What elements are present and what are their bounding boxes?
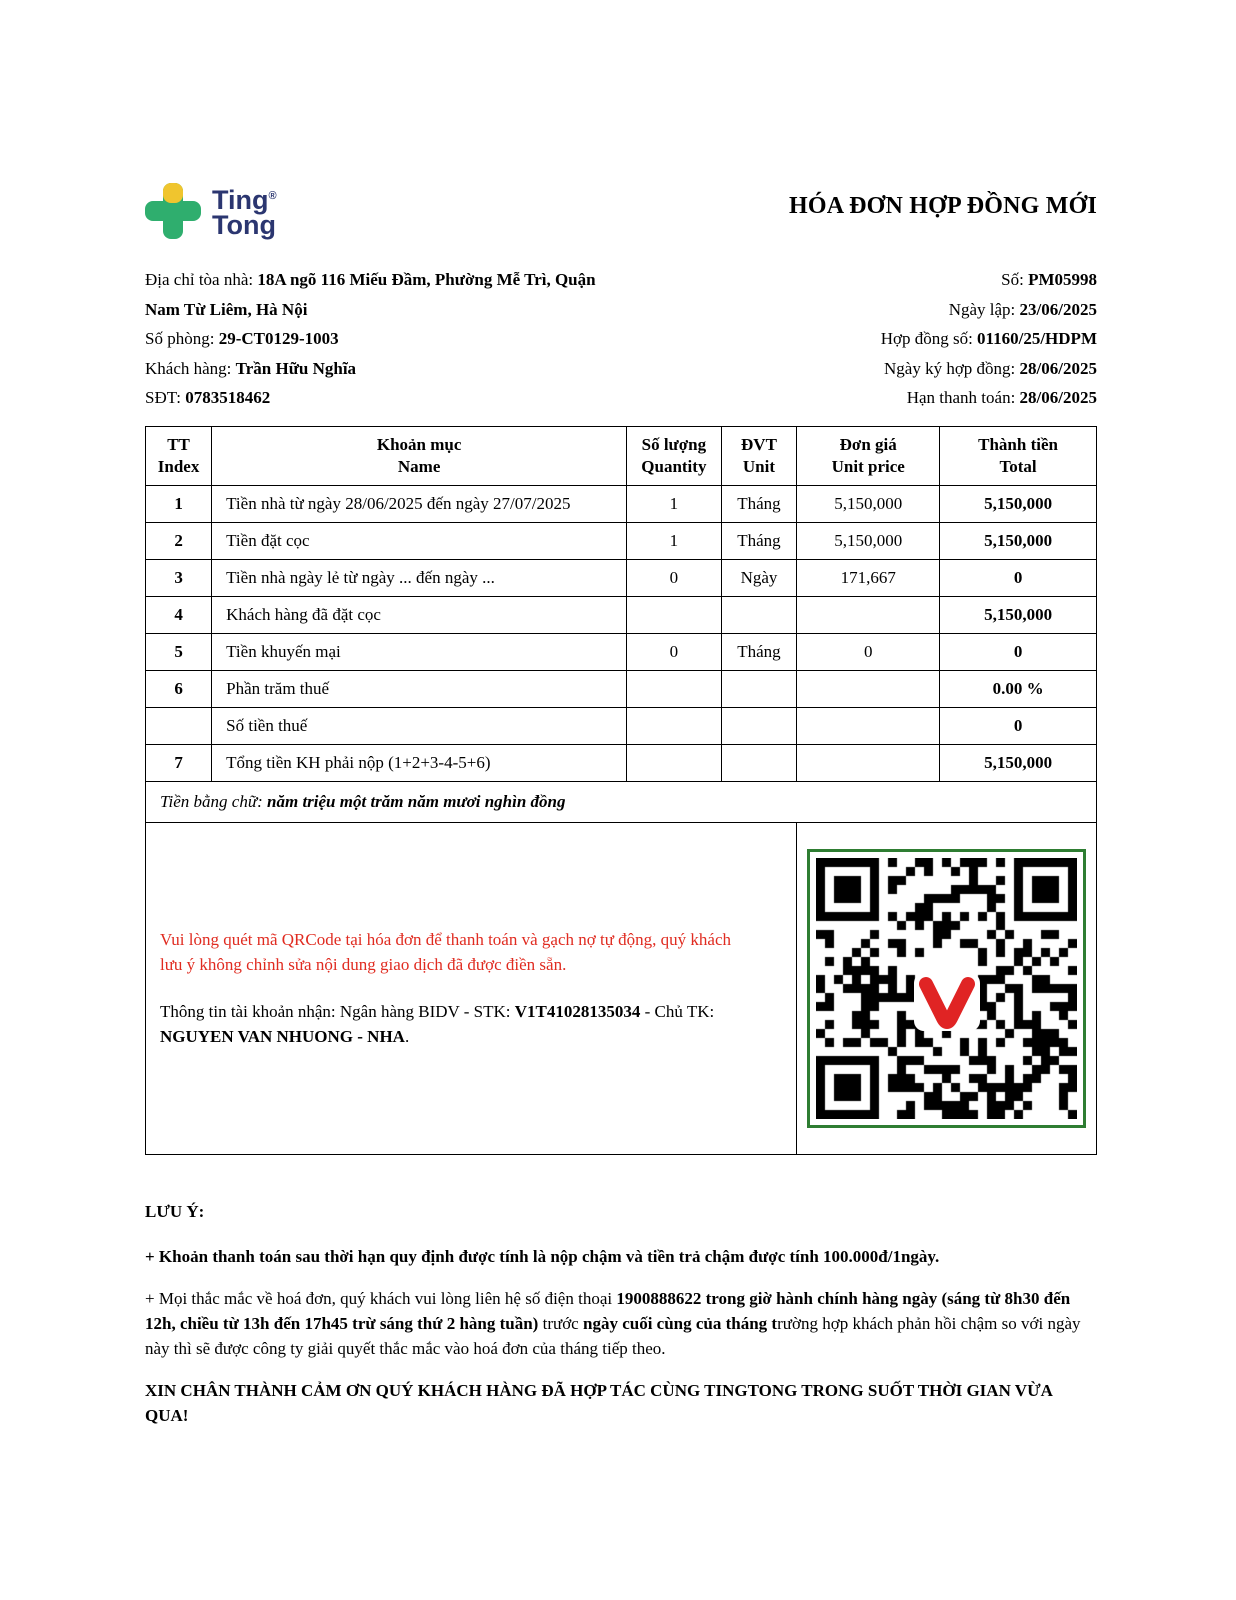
qr-code-cell (797, 822, 1097, 1154)
row-index: 4 (146, 596, 212, 633)
row-unit (721, 707, 797, 744)
row-total: 5,150,000 (940, 744, 1097, 781)
row-total: 0 (940, 707, 1097, 744)
thanks-note: XIN CHÂN THÀNH CẢM ƠN QUÝ KHÁCH HÀNG ĐÃ HỢP TÁC CÙNG TINGTONG TRONG SUỐT THỜI GIAN VỪA QUA! (145, 1380, 1052, 1425)
wordmark-line1: Ting® (212, 185, 277, 215)
hotline-number: 1900888622 trong giờ hành chính hàng ngày (sáng từ 8h30 đến 12h, chiều từ 13h đến 17h45 trừ sáng thứ 2 hàng tuần) (145, 1288, 1071, 1333)
qr-center-heart-logo (914, 973, 980, 1031)
payment-row (146, 822, 1097, 1154)
row-index: 3 (146, 559, 212, 596)
row-total: 0.00 % (940, 670, 1097, 707)
account-holder: NGUYEN VAN NHUONG - NHA (160, 1027, 405, 1046)
table-row (146, 596, 1097, 633)
table-header-row (146, 426, 1097, 485)
customer-name: Khách hàng: Trần Hữu Nghĩa (145, 358, 357, 378)
issue-date: Ngày lập: 23/06/2025 (948, 299, 1097, 319)
tingtong-wordmark (212, 184, 277, 238)
invoice-info (145, 265, 1097, 413)
registered-mark: ® (268, 190, 277, 202)
table-row (146, 670, 1097, 707)
qr-warning-text: Vui lòng quét mã QRCode tại hóa đơn để thanh toán và gạch nợ tự động, quý khách lưu ý không chỉnh sửa nội dung giao dịch đã được điền sẵn. (160, 930, 732, 974)
row-index: 5 (146, 633, 212, 670)
row-price: 0 (797, 633, 940, 670)
table-row (146, 485, 1097, 522)
table-row (146, 633, 1097, 670)
row-quantity (627, 596, 722, 633)
table-row (146, 559, 1097, 596)
row-total: 5,150,000 (940, 596, 1097, 633)
amount-in-words-row (146, 781, 1097, 822)
payment-due-date: Hạn thanh toán: 28/06/2025 (906, 388, 1097, 407)
row-quantity: 0 (627, 559, 722, 596)
row-name: Tiền nhà từ ngày 28/06/2025 đến ngày 27/07/2025 (212, 485, 627, 522)
row-name: Số tiền thuế (212, 707, 627, 744)
row-unit: Tháng (721, 633, 797, 670)
customer-info (145, 265, 705, 413)
row-quantity: 0 (627, 633, 722, 670)
row-index: 2 (146, 522, 212, 559)
row-total: 5,150,000 (940, 522, 1097, 559)
invoice-table (145, 426, 1097, 1155)
payment-instructions (146, 822, 797, 1154)
row-quantity (627, 670, 722, 707)
row-name: Phần trăm thuế (212, 670, 627, 707)
account-number: V1T41028135034 (514, 1002, 641, 1021)
row-quantity: 1 (627, 485, 722, 522)
row-quantity (627, 744, 722, 781)
row-unit: Tháng (721, 522, 797, 559)
col-header-name: Khoản mục Name (212, 426, 627, 485)
amount-in-words: Tiền bằng chữ: năm triệu một trăm năm mươi nghìn đồng (146, 781, 1097, 822)
row-price (797, 744, 940, 781)
contact-note: + Mọi thắc mắc về hoá đơn, quý khách vui lòng liên hệ số điện thoại 1900888622 trong giờ hành chính hàng ngày (sáng từ 8h30 đến 12h, chiều từ 13h đến 17h45 trừ sáng thứ 2 hàng tuần) trước ngày cuối cùng của tháng trường hợp khách phản hồi chậm so với ngày này thì sẽ được công ty giải quyết thắc mắc vào hoá đơn của tháng tiếp theo. (145, 1288, 1081, 1358)
notes-heading: LƯU Ý: (145, 1201, 205, 1221)
row-price: 5,150,000 (797, 485, 940, 522)
row-name: Tiền khuyến mại (212, 633, 627, 670)
row-index (146, 707, 212, 744)
row-price (797, 670, 940, 707)
logo-top-segment (163, 183, 183, 203)
row-name: Tiền nhà ngày lẻ từ ngày ... đến ngày ... (212, 559, 627, 596)
row-unit: Ngày (721, 559, 797, 596)
col-header-quantity: Số lượng Quantity (627, 426, 722, 485)
row-price: 5,150,000 (797, 522, 940, 559)
col-header-index: TT Index (146, 426, 212, 485)
row-price (797, 596, 940, 633)
row-price: 171,667 (797, 559, 940, 596)
room-number: Số phòng: 29-CT0129-1003 (145, 329, 339, 348)
row-index: 6 (146, 670, 212, 707)
logo-horizontal-bar (145, 201, 201, 221)
row-unit (721, 670, 797, 707)
col-header-unit: ĐVT Unit (721, 426, 797, 485)
invoice-meta (881, 265, 1097, 413)
row-name: Tổng tiền KH phải nộp (1+2+3-4-5+6) (212, 744, 627, 781)
customer-phone: SĐT: 0783518462 (145, 388, 271, 407)
row-index: 1 (146, 485, 212, 522)
row-total: 0 (940, 559, 1097, 596)
row-price (797, 707, 940, 744)
col-header-price: Đơn giá Unit price (797, 426, 940, 485)
building-address-line1: Địa chỉ tòa nhà: 18A ngõ 116 Miếu Đầm, Phường Mễ Trì, Quận (145, 270, 596, 289)
row-unit: Tháng (721, 485, 797, 522)
contract-number: Hợp đồng số: 01160/25/HDPM (880, 329, 1097, 348)
row-quantity: 1 (627, 522, 722, 559)
footer-notes (145, 1199, 1097, 1428)
wordmark-line2: Tong (212, 210, 276, 240)
table-row (146, 744, 1097, 781)
row-name: Tiền đặt cọc (212, 522, 627, 559)
table-row (146, 522, 1097, 559)
table-row (146, 707, 1097, 744)
invoice-title: HÓA ĐƠN HỢP ĐỒNG MỚI (788, 193, 1097, 219)
late-fee-note: + Khoản thanh toán sau thời hạn quy định được tính là nộp chậm và tiền trả chậm được tính 100.000đ/1ngày. (145, 1246, 940, 1266)
tingtong-logo (145, 183, 277, 239)
row-index: 7 (146, 744, 212, 781)
col-header-total: Thành tiền Total (940, 426, 1097, 485)
tingtong-plus-icon (145, 183, 201, 239)
row-total: 5,150,000 (940, 485, 1097, 522)
row-quantity (627, 707, 722, 744)
contract-sign-date: Ngày ký hợp đồng: 28/06/2025 (884, 358, 1097, 378)
row-total: 0 (940, 633, 1097, 670)
header (145, 183, 1097, 239)
row-name: Khách hàng đã đặt cọc (212, 596, 627, 633)
row-unit (721, 744, 797, 781)
invoice-number: Số: PM05998 (1001, 270, 1097, 289)
row-unit (721, 596, 797, 633)
bank-account-info: Thông tin tài khoản nhận: Ngân hàng BIDV - STK: V1T41028135034 - Chủ TK: NGUYEN VAN NHUONG - NHA. (160, 1002, 715, 1046)
payment-qr-code (807, 849, 1086, 1128)
building-address-line2: Nam Từ Liêm, Hà Nội (145, 299, 308, 319)
